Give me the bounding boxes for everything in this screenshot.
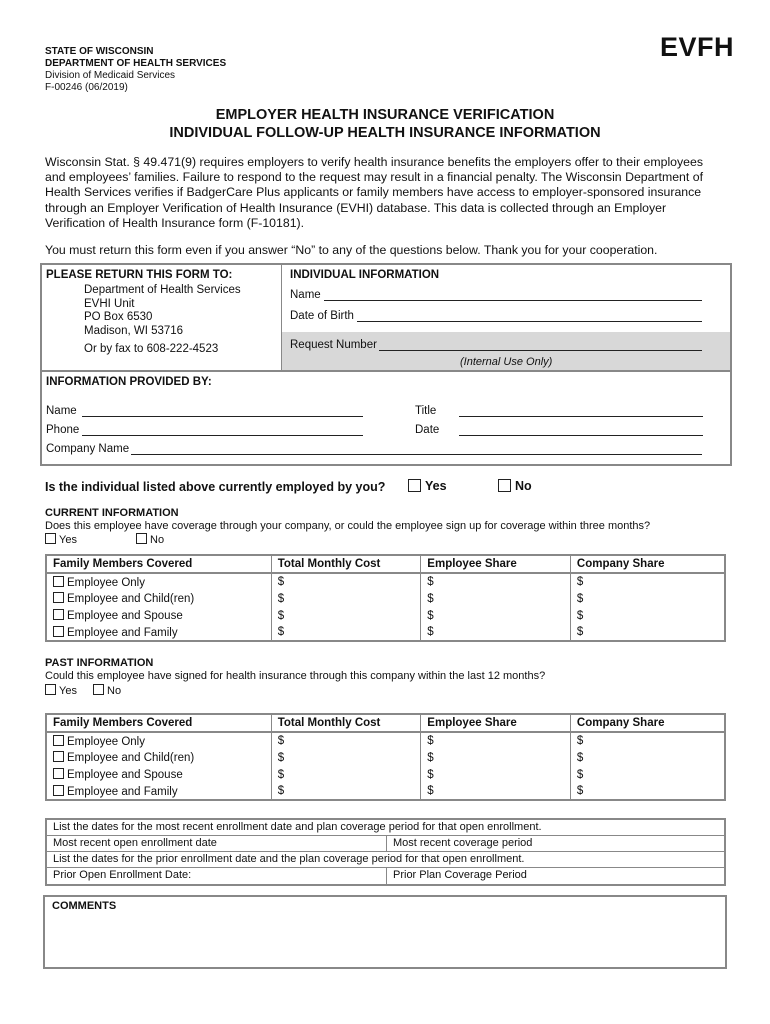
coverage-option-label: Employee Only (67, 735, 145, 748)
employee-share-cell[interactable]: $ (421, 624, 571, 641)
coverage-option-label: Employee and Child(ren) (67, 752, 195, 764)
past-coverage-table (45, 713, 726, 801)
return-address-line3: PO Box 6530 (84, 311, 153, 323)
return-fax: Or by fax to 608-222-4523 (84, 343, 219, 355)
column-header: Employee Share (421, 555, 571, 573)
coverage-checkbox[interactable] (53, 768, 64, 779)
coverage-option[interactable] (46, 573, 271, 590)
coverage-checkbox[interactable] (53, 609, 64, 620)
column-header: Company Share (570, 714, 725, 732)
recent-enrollment-date-field[interactable]: Most recent open enrollment date (53, 837, 217, 849)
provider-title-field[interactable] (459, 416, 703, 417)
past-no-checkbox[interactable] (93, 684, 104, 695)
employee-share-cell[interactable]: $ (421, 573, 571, 590)
column-header: Company Share (570, 555, 725, 573)
employee-share-cell[interactable]: $ (421, 766, 571, 783)
coverage-checkbox[interactable] (53, 626, 64, 637)
coverage-option-label: Employee and Child(ren) (67, 593, 195, 605)
return-address-line2: EVHI Unit (84, 298, 135, 310)
column-header: Total Monthly Cost (271, 555, 421, 573)
individual-dob-field[interactable] (357, 321, 702, 322)
company-share-cell[interactable]: $ (570, 590, 725, 607)
form-number: F-00246 (06/2019) (45, 82, 128, 93)
employee-share-cell[interactable]: $ (421, 749, 571, 766)
employee-share-cell[interactable]: $ (421, 783, 571, 800)
company-share-cell[interactable]: $ (570, 766, 725, 783)
current-yes-label: Yes (59, 534, 77, 546)
current-question: Does this employee have coverage through your company, or could the employee sign up for coverage within three months? (45, 520, 651, 532)
current-no-checkbox[interactable] (136, 533, 147, 544)
coverage-option[interactable] (46, 732, 271, 749)
past-no-label: No (107, 685, 122, 697)
company-share-cell[interactable]: $ (570, 624, 725, 641)
provider-phone-field[interactable] (82, 435, 363, 436)
comments-heading: COMMENTS (52, 900, 117, 912)
coverage-option-label: Employee Only (67, 576, 145, 589)
current-heading: CURRENT INFORMATION (45, 507, 179, 519)
current-yes-checkbox[interactable] (45, 533, 56, 544)
return-to-heading: PLEASE RETURN THIS FORM TO: (46, 269, 233, 281)
comments-box[interactable] (43, 895, 727, 969)
past-heading: PAST INFORMATION (45, 657, 154, 669)
prior-coverage-period-field[interactable]: Prior Plan Coverage Period (386, 868, 527, 884)
recent-coverage-period-field[interactable]: Most recent coverage period (386, 836, 532, 851)
past-no-option[interactable] (93, 684, 121, 697)
total-cost-cell[interactable]: $ (271, 749, 421, 766)
company-share-cell[interactable]: $ (570, 573, 725, 590)
table-row (46, 783, 725, 800)
request-number-field[interactable] (379, 350, 702, 351)
coverage-option[interactable] (46, 783, 271, 800)
employed-no-option[interactable] (498, 479, 532, 493)
table-row (46, 573, 725, 590)
coverage-checkbox[interactable] (53, 576, 64, 587)
column-header: Family Members Covered (46, 714, 271, 732)
return-notice: You must return this form even if you answer “No” to any of the questions below. Thank you for your cooperation. (45, 243, 658, 257)
provided-by-heading: INFORMATION PROVIDED BY: (46, 376, 212, 388)
employed-no-label: No (515, 479, 532, 493)
coverage-option[interactable] (46, 624, 271, 641)
table-row (46, 607, 725, 624)
coverage-checkbox[interactable] (53, 785, 64, 796)
table-header-row (46, 555, 725, 573)
total-cost-cell[interactable]: $ (271, 732, 421, 749)
form-title-line1: EMPLOYER HEALTH INSURANCE VERIFICATION (215, 107, 555, 123)
column-header: Employee Share (421, 714, 571, 732)
table-row (46, 624, 725, 641)
request-number-label: Request Number (290, 339, 377, 351)
coverage-option[interactable] (46, 607, 271, 624)
total-cost-cell[interactable]: $ (271, 573, 421, 590)
current-yes-option[interactable] (45, 533, 77, 546)
info-box-hrule (42, 370, 730, 372)
state-name: STATE OF WISCONSIN (45, 46, 154, 57)
prior-instruction-row (47, 852, 724, 868)
current-coverage-table (45, 554, 726, 642)
employed-question: Is the individual listed above currently employed by you? (45, 480, 386, 494)
division-name: Division of Medicaid Services (45, 70, 176, 81)
recent-dates-row (47, 836, 724, 852)
employed-yes-label: Yes (425, 479, 447, 493)
company-share-cell[interactable]: $ (570, 749, 725, 766)
company-share-cell[interactable]: $ (570, 732, 725, 749)
provider-name-label: Name (46, 405, 77, 417)
coverage-option-label: Employee and Spouse (67, 610, 183, 622)
coverage-option[interactable] (46, 766, 271, 783)
current-no-label: No (150, 534, 165, 546)
table-row (46, 749, 725, 766)
past-yes-checkbox[interactable] (45, 684, 56, 695)
coverage-option[interactable] (46, 749, 271, 766)
table-header-row (46, 714, 725, 732)
department-name: DEPARTMENT OF HEALTH SERVICES (45, 58, 227, 69)
coverage-option-label: Employee and Spouse (67, 769, 183, 781)
prior-enrollment-date-field[interactable]: Prior Open Enrollment Date: (53, 869, 192, 881)
employed-yes-option[interactable] (408, 479, 447, 493)
total-cost-cell[interactable]: $ (271, 783, 421, 800)
recent-instruction: List the dates for the most recent enrollment date and plan coverage period for that open enrollment. (53, 821, 542, 833)
company-name-label: Company Name (46, 443, 130, 455)
individual-name-field[interactable] (324, 300, 702, 301)
form-code: EVFH (660, 32, 735, 62)
past-yes-label: Yes (59, 685, 77, 697)
provider-date-label: Date (415, 424, 440, 436)
employed-yes-checkbox[interactable] (408, 479, 421, 492)
return-address-line4: Madison, WI 53716 (84, 325, 184, 337)
individual-dob-label: Date of Birth (290, 310, 354, 322)
return-address-line1: Department of Health Services (84, 284, 241, 296)
recent-instruction-row (47, 820, 724, 836)
prior-instruction: List the dates for the prior enrollment date and the plan coverage period for that open enrollment. (53, 853, 525, 865)
employed-no-checkbox[interactable] (498, 479, 511, 492)
coverage-option-label: Employee and Family (67, 626, 178, 639)
table-row (46, 766, 725, 783)
coverage-option-label: Employee and Family (67, 785, 178, 798)
coverage-checkbox[interactable] (53, 592, 64, 603)
company-share-cell[interactable]: $ (570, 783, 725, 800)
intro-paragraph: Wisconsin Stat. § 49.471(9) requires employers to verify health insurance benefits the employers offer to their employees and employees’ families. Failure to respond to the request may result in a financial penalty. The Wisconsin Department of Health Services verifies if BadgerCare Plus applicants or family members have access to employer-sponsored insurance through an Employer Verification of Health Insurance (EVHI) database. This data is collected through an Employer Verification of Health Insurance form (F-10181). (45, 155, 703, 230)
individual-info-heading: INDIVIDUAL INFORMATION (290, 269, 440, 281)
provider-phone-label: Phone (46, 424, 80, 436)
coverage-option[interactable] (46, 590, 271, 607)
coverage-checkbox[interactable] (53, 751, 64, 762)
prior-dates-row (47, 868, 724, 884)
past-yes-option[interactable] (45, 684, 77, 697)
company-share-cell[interactable]: $ (570, 607, 725, 624)
current-no-option[interactable] (136, 533, 164, 546)
provider-title-label: Title (415, 405, 437, 417)
form-title-line2: INDIVIDUAL FOLLOW-UP HEALTH INSURANCE INFORMATION (169, 125, 601, 141)
company-name-field[interactable] (131, 454, 702, 455)
total-cost-cell[interactable]: $ (271, 607, 421, 624)
enrollment-box (45, 818, 726, 886)
table-row (46, 732, 725, 749)
coverage-checkbox[interactable] (53, 735, 64, 746)
column-header: Family Members Covered (46, 555, 271, 573)
employee-share-cell[interactable]: $ (421, 732, 571, 749)
total-cost-cell[interactable]: $ (271, 590, 421, 607)
provider-date-field[interactable] (459, 435, 703, 436)
table-row (46, 590, 725, 607)
total-cost-cell[interactable]: $ (271, 624, 421, 641)
provider-name-field[interactable] (82, 416, 363, 417)
internal-use-note: (Internal Use Only) (460, 356, 553, 368)
past-question: Could this employee have signed for health insurance through this company within the last 12 months? (45, 670, 546, 682)
individual-name-label: Name (290, 289, 321, 301)
employee-share-cell[interactable]: $ (421, 607, 571, 624)
employee-share-cell[interactable]: $ (421, 590, 571, 607)
total-cost-cell[interactable]: $ (271, 766, 421, 783)
column-header: Total Monthly Cost (271, 714, 421, 732)
